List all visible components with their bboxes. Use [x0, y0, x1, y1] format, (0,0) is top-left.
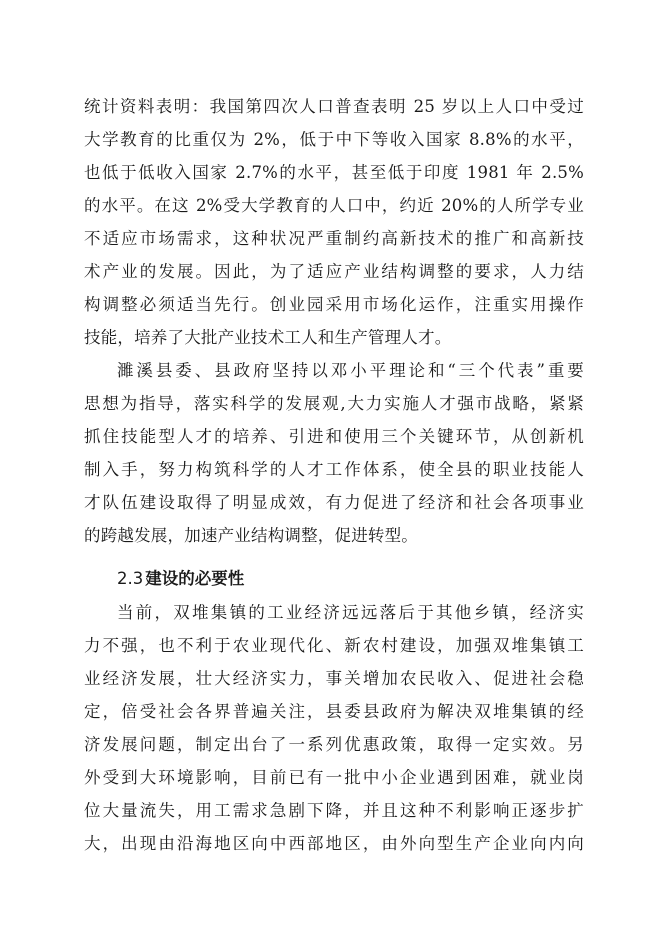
paragraph-3-line-7: 位大量流失，用工需求急剧下降，并且这种不利影响正逐步扩 — [84, 801, 584, 820]
paragraph-1-line-6: 术产业的发展。因此，为了适应产业结构调整的要求，人力结 — [84, 262, 584, 281]
paragraph-2-line-4: 制入手，努力构筑科学的人才工作体系，使全县的职业技能人 — [84, 460, 584, 479]
section-title: 建设的必要性 — [145, 569, 245, 588]
paragraph-1-line-3: 也低于低收入国家 2.7%的水平，甚至低于印度 1981 年 2.5% — [84, 163, 584, 182]
section-heading — [117, 562, 244, 595]
paragraph-2-line-3: 抓住技能型人才的培养、引进和使用三个关键环节，从创新机 — [84, 427, 584, 446]
paragraph-3-line-4: 定，倍受社会各界普遍关注，县委县政府为解决双堆集镇的经 — [84, 702, 584, 721]
paragraph-1-line-8: 技能，培养了大批产业技术工人和生产管理人才。 — [84, 328, 452, 347]
paragraph-3-line-8: 大，出现由沿海地区向中西部地区，由外向型生产企业向内向 — [84, 834, 584, 853]
paragraph-3-line-6: 外受到大环境影响，目前已有一批中小企业遇到困难，就业岗 — [84, 768, 584, 787]
paragraph-3-line-1: 当前，双堆集镇的工业经济远远落后于其他乡镇，经济实 — [117, 603, 584, 622]
paragraph-1-line-4: 的水平。在这 2%受大学教育的人口中，约近 20%的人所学专业 — [84, 196, 584, 215]
paragraph-2-line-1: 濉溪县委、县政府坚持以邓小平理论和“三个代表”重要 — [117, 361, 584, 380]
section-number: 2.3 — [117, 569, 144, 588]
paragraph-3-line-5: 济发展问题，制定出台了一系列优惠政策，取得一定实效。另 — [84, 735, 584, 754]
paragraph-1-line-2: 大学教育的比重仅为 2%，低于中下等收入国家 8.8%的水平， — [84, 130, 584, 149]
paragraph-1-line-1: 统计资料表明：我国第四次人口普查表明 25 岁以上人口中受过 — [84, 97, 584, 116]
paragraph-2-line-5: 才队伍建设取得了明显成效，有力促进了经济和社会各项事业 — [84, 493, 584, 512]
paragraph-2-line-2: 思想为指导，落实科学的发展观,大力实施人才强市战略，紧紧 — [84, 394, 584, 413]
paragraph-1-line-7: 构调整必须适当先行。创业园采用市场化运作，注重实用操作 — [84, 295, 584, 314]
paragraph-3-line-3: 业经济发展，壮大经济实力，事关增加农民收入、促进社会稳 — [84, 669, 584, 688]
paragraph-1-line-5: 不适应市场需求，这种状况严重制约高新技术的推广和高新技 — [84, 229, 584, 248]
paragraph-2-line-6: 的跨越发展，加速产业结构调整，促进转型。 — [84, 526, 418, 545]
paragraph-3-line-2: 力不强，也不利于农业现代化、新农村建设，加强双堆集镇工 — [84, 636, 584, 655]
